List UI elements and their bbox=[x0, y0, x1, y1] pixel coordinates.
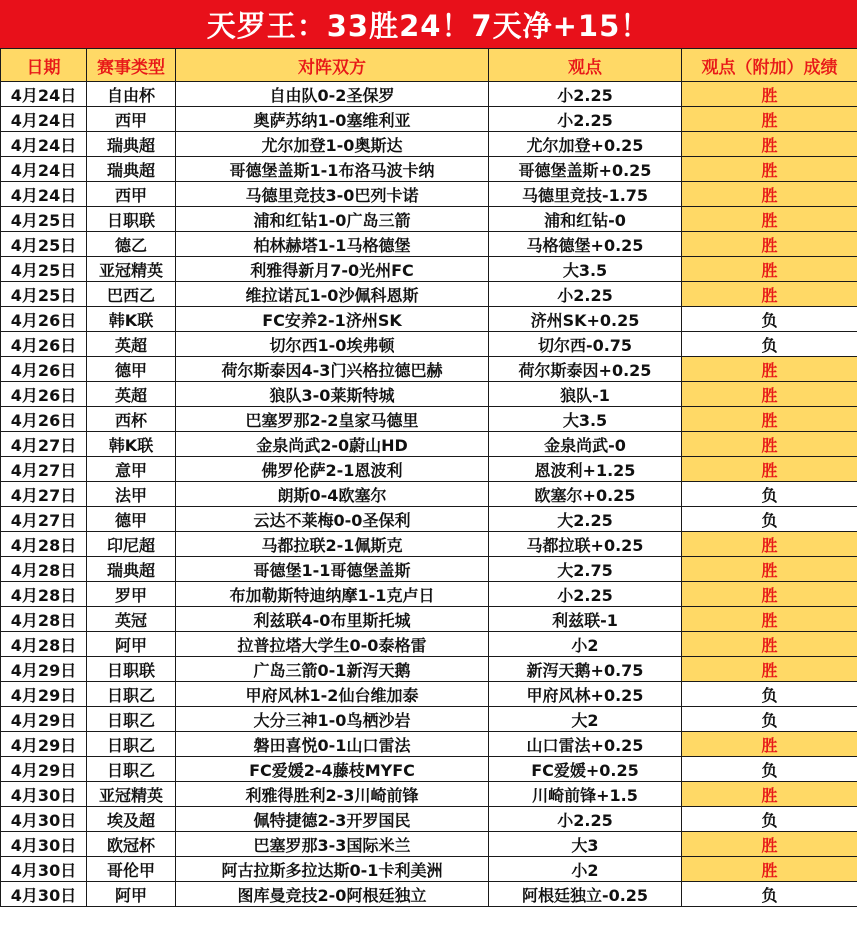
cell-competition: 瑞典超 bbox=[87, 132, 176, 157]
table-row bbox=[1, 857, 857, 882]
cell-match: 阿古拉斯多拉达斯0-1卡利美洲 bbox=[176, 857, 489, 882]
cell-competition: 印尼超 bbox=[87, 532, 176, 557]
cell-pick: 小2.25 bbox=[489, 282, 682, 307]
cell-pick: 恩波利+1.25 bbox=[489, 457, 682, 482]
cell-result: 胜 bbox=[682, 632, 857, 657]
cell-pick: 川崎前锋+1.5 bbox=[489, 782, 682, 807]
cell-result: 负 bbox=[682, 682, 857, 707]
cell-competition: 瑞典超 bbox=[87, 557, 176, 582]
cell-pick: 利兹联-1 bbox=[489, 607, 682, 632]
table-body bbox=[1, 82, 857, 907]
table-row bbox=[1, 257, 857, 282]
cell-match: 利雅得胜利2-3川崎前锋 bbox=[176, 782, 489, 807]
cell-competition: 法甲 bbox=[87, 482, 176, 507]
table-row bbox=[1, 882, 857, 907]
cell-competition: 阿甲 bbox=[87, 882, 176, 907]
cell-date: 4月29日 bbox=[1, 682, 87, 707]
cell-result: 胜 bbox=[682, 257, 857, 282]
cell-match: 磐田喜悦0-1山口雷法 bbox=[176, 732, 489, 757]
cell-pick: 浦和红钻-0 bbox=[489, 207, 682, 232]
cell-competition: 亚冠精英 bbox=[87, 257, 176, 282]
cell-match: 马都拉联2-1佩斯克 bbox=[176, 532, 489, 557]
cell-competition: 日职联 bbox=[87, 657, 176, 682]
cell-competition: 韩K联 bbox=[87, 432, 176, 457]
cell-competition: 日职乙 bbox=[87, 732, 176, 757]
cell-pick: 小2.25 bbox=[489, 107, 682, 132]
cell-result: 胜 bbox=[682, 457, 857, 482]
table-row bbox=[1, 382, 857, 407]
cell-date: 4月24日 bbox=[1, 82, 87, 107]
cell-match: 佩特捷德2-3开罗国民 bbox=[176, 807, 489, 832]
cell-match: 布加勒斯特迪纳摩1-1克卢日 bbox=[176, 582, 489, 607]
cell-competition: 欧冠杯 bbox=[87, 832, 176, 857]
cell-result: 胜 bbox=[682, 232, 857, 257]
cell-result: 胜 bbox=[682, 432, 857, 457]
cell-match: FC安养2-1济州SK bbox=[176, 307, 489, 332]
cell-match: 巴塞罗那2-2皇家马德里 bbox=[176, 407, 489, 432]
cell-competition: 德甲 bbox=[87, 357, 176, 382]
table-row bbox=[1, 357, 857, 382]
table-header-row bbox=[1, 49, 857, 82]
cell-result: 负 bbox=[682, 482, 857, 507]
cell-pick: 狼队-1 bbox=[489, 382, 682, 407]
table-row bbox=[1, 707, 857, 732]
table-row bbox=[1, 482, 857, 507]
cell-match: 广岛三箭0-1新泻天鹅 bbox=[176, 657, 489, 682]
cell-pick: 小2 bbox=[489, 857, 682, 882]
cell-competition: 自由杯 bbox=[87, 82, 176, 107]
cell-pick: 新泻天鹅+0.75 bbox=[489, 657, 682, 682]
cell-date: 4月28日 bbox=[1, 557, 87, 582]
table-row bbox=[1, 782, 857, 807]
cell-competition: 西甲 bbox=[87, 182, 176, 207]
cell-competition: 德甲 bbox=[87, 507, 176, 532]
cell-result: 胜 bbox=[682, 857, 857, 882]
cell-match: 马德里竞技3-0巴列卡诺 bbox=[176, 182, 489, 207]
cell-date: 4月29日 bbox=[1, 757, 87, 782]
cell-match: 金泉尚武2-0蔚山HD bbox=[176, 432, 489, 457]
cell-pick: 济州SK+0.25 bbox=[489, 307, 682, 332]
table-row bbox=[1, 432, 857, 457]
table-row bbox=[1, 82, 857, 107]
cell-date: 4月28日 bbox=[1, 607, 87, 632]
cell-pick: FC爱媛+0.25 bbox=[489, 757, 682, 782]
table-row bbox=[1, 207, 857, 232]
table-row bbox=[1, 532, 857, 557]
cell-result: 负 bbox=[682, 307, 857, 332]
cell-competition: 英超 bbox=[87, 382, 176, 407]
cell-result: 胜 bbox=[682, 782, 857, 807]
cell-competition: 日职乙 bbox=[87, 757, 176, 782]
cell-pick: 尤尔加登+0.25 bbox=[489, 132, 682, 157]
page-title: 天罗王：33胜24！7天净+15！ bbox=[0, 0, 857, 48]
cell-match: 切尔西1-0埃弗顿 bbox=[176, 332, 489, 357]
cell-competition: 巴西乙 bbox=[87, 282, 176, 307]
cell-competition: 埃及超 bbox=[87, 807, 176, 832]
cell-match: 维拉诺瓦1-0沙佩科恩斯 bbox=[176, 282, 489, 307]
cell-competition: 日职联 bbox=[87, 207, 176, 232]
cell-pick: 甲府风林+0.25 bbox=[489, 682, 682, 707]
cell-result: 胜 bbox=[682, 532, 857, 557]
cell-result: 负 bbox=[682, 757, 857, 782]
cell-result: 胜 bbox=[682, 582, 857, 607]
cell-match: 拉普拉塔大学生0-0泰格雷 bbox=[176, 632, 489, 657]
cell-date: 4月27日 bbox=[1, 482, 87, 507]
cell-result: 胜 bbox=[682, 832, 857, 857]
cell-competition: 亚冠精英 bbox=[87, 782, 176, 807]
cell-pick: 金泉尚武-0 bbox=[489, 432, 682, 457]
cell-date: 4月29日 bbox=[1, 657, 87, 682]
cell-date: 4月24日 bbox=[1, 107, 87, 132]
table-row bbox=[1, 407, 857, 432]
table-row bbox=[1, 832, 857, 857]
cell-pick: 小2.25 bbox=[489, 582, 682, 607]
cell-date: 4月26日 bbox=[1, 357, 87, 382]
cell-result: 负 bbox=[682, 332, 857, 357]
table-row bbox=[1, 582, 857, 607]
cell-pick: 大3.5 bbox=[489, 257, 682, 282]
results-table bbox=[0, 48, 857, 907]
cell-date: 4月27日 bbox=[1, 432, 87, 457]
cell-competition: 西甲 bbox=[87, 107, 176, 132]
cell-date: 4月24日 bbox=[1, 132, 87, 157]
cell-result: 胜 bbox=[682, 407, 857, 432]
cell-match: 浦和红钻1-0广岛三箭 bbox=[176, 207, 489, 232]
cell-competition: 罗甲 bbox=[87, 582, 176, 607]
cell-date: 4月30日 bbox=[1, 857, 87, 882]
cell-date: 4月24日 bbox=[1, 182, 87, 207]
cell-match: 甲府风林1-2仙台维加泰 bbox=[176, 682, 489, 707]
cell-result: 胜 bbox=[682, 657, 857, 682]
header-competition: 赛事类型 bbox=[87, 49, 176, 82]
table-row bbox=[1, 682, 857, 707]
cell-pick: 大3 bbox=[489, 832, 682, 857]
cell-result: 胜 bbox=[682, 157, 857, 182]
cell-date: 4月30日 bbox=[1, 832, 87, 857]
cell-result: 胜 bbox=[682, 282, 857, 307]
cell-date: 4月29日 bbox=[1, 732, 87, 757]
cell-pick: 荷尔斯泰因+0.25 bbox=[489, 357, 682, 382]
table-row bbox=[1, 282, 857, 307]
cell-competition: 日职乙 bbox=[87, 707, 176, 732]
table-row bbox=[1, 157, 857, 182]
cell-date: 4月27日 bbox=[1, 507, 87, 532]
cell-pick: 大2.75 bbox=[489, 557, 682, 582]
cell-date: 4月26日 bbox=[1, 307, 87, 332]
table-row bbox=[1, 657, 857, 682]
cell-date: 4月30日 bbox=[1, 882, 87, 907]
cell-pick: 小2.25 bbox=[489, 82, 682, 107]
cell-pick: 欧塞尔+0.25 bbox=[489, 482, 682, 507]
cell-match: 佛罗伦萨2-1恩波利 bbox=[176, 457, 489, 482]
cell-pick: 阿根廷独立-0.25 bbox=[489, 882, 682, 907]
table-row bbox=[1, 557, 857, 582]
cell-date: 4月26日 bbox=[1, 332, 87, 357]
table-row bbox=[1, 632, 857, 657]
cell-result: 胜 bbox=[682, 357, 857, 382]
cell-date: 4月28日 bbox=[1, 532, 87, 557]
cell-competition: 阿甲 bbox=[87, 632, 176, 657]
cell-date: 4月26日 bbox=[1, 382, 87, 407]
cell-result: 负 bbox=[682, 807, 857, 832]
cell-result: 胜 bbox=[682, 182, 857, 207]
cell-competition: 西杯 bbox=[87, 407, 176, 432]
cell-pick: 小2 bbox=[489, 632, 682, 657]
cell-date: 4月24日 bbox=[1, 157, 87, 182]
cell-date: 4月28日 bbox=[1, 582, 87, 607]
cell-match: 荷尔斯泰因4-3门兴格拉德巴赫 bbox=[176, 357, 489, 382]
cell-date: 4月25日 bbox=[1, 232, 87, 257]
cell-date: 4月30日 bbox=[1, 807, 87, 832]
cell-match: 狼队3-0莱斯特城 bbox=[176, 382, 489, 407]
cell-pick: 大2.25 bbox=[489, 507, 682, 532]
table-row bbox=[1, 607, 857, 632]
header-match: 对阵双方 bbox=[176, 49, 489, 82]
cell-pick: 马格德堡+0.25 bbox=[489, 232, 682, 257]
cell-competition: 意甲 bbox=[87, 457, 176, 482]
table-row bbox=[1, 332, 857, 357]
cell-pick: 马德里竞技-1.75 bbox=[489, 182, 682, 207]
cell-match: 哥德堡1-1哥德堡盖斯 bbox=[176, 557, 489, 582]
cell-competition: 英冠 bbox=[87, 607, 176, 632]
cell-date: 4月30日 bbox=[1, 782, 87, 807]
cell-result: 胜 bbox=[682, 557, 857, 582]
cell-date: 4月27日 bbox=[1, 457, 87, 482]
cell-pick: 切尔西-0.75 bbox=[489, 332, 682, 357]
cell-pick: 山口雷法+0.25 bbox=[489, 732, 682, 757]
table-row bbox=[1, 507, 857, 532]
cell-competition: 哥伦甲 bbox=[87, 857, 176, 882]
cell-match: 大分三神1-0鸟栖沙岩 bbox=[176, 707, 489, 732]
cell-pick: 小2.25 bbox=[489, 807, 682, 832]
cell-result: 胜 bbox=[682, 82, 857, 107]
cell-result: 负 bbox=[682, 707, 857, 732]
cell-match: 利兹联4-0布里斯托城 bbox=[176, 607, 489, 632]
cell-match: 云达不莱梅0-0圣保利 bbox=[176, 507, 489, 532]
table-row bbox=[1, 757, 857, 782]
cell-date: 4月25日 bbox=[1, 257, 87, 282]
cell-match: 巴塞罗那3-3国际米兰 bbox=[176, 832, 489, 857]
cell-date: 4月25日 bbox=[1, 207, 87, 232]
cell-match: 哥德堡盖斯1-1布洛马波卡纳 bbox=[176, 157, 489, 182]
cell-match: 尤尔加登1-0奥斯达 bbox=[176, 132, 489, 157]
cell-match: 图库曼竞技2-0阿根廷独立 bbox=[176, 882, 489, 907]
cell-result: 胜 bbox=[682, 207, 857, 232]
cell-result: 胜 bbox=[682, 107, 857, 132]
cell-match: 自由队0-2圣保罗 bbox=[176, 82, 489, 107]
cell-result: 胜 bbox=[682, 732, 857, 757]
table-row bbox=[1, 732, 857, 757]
cell-match: 奥萨苏纳1-0塞维利亚 bbox=[176, 107, 489, 132]
table-row bbox=[1, 132, 857, 157]
cell-competition: 英超 bbox=[87, 332, 176, 357]
cell-date: 4月26日 bbox=[1, 407, 87, 432]
cell-pick: 马都拉联+0.25 bbox=[489, 532, 682, 557]
cell-result: 胜 bbox=[682, 382, 857, 407]
table-row bbox=[1, 457, 857, 482]
cell-date: 4月28日 bbox=[1, 632, 87, 657]
header-date: 日期 bbox=[1, 49, 87, 82]
cell-result: 负 bbox=[682, 507, 857, 532]
cell-match: FC爱媛2-4藤枝MYFC bbox=[176, 757, 489, 782]
cell-pick: 大3.5 bbox=[489, 407, 682, 432]
cell-pick: 大2 bbox=[489, 707, 682, 732]
table-row bbox=[1, 807, 857, 832]
table-row bbox=[1, 182, 857, 207]
cell-competition: 德乙 bbox=[87, 232, 176, 257]
cell-result: 胜 bbox=[682, 132, 857, 157]
cell-result: 负 bbox=[682, 882, 857, 907]
cell-competition: 韩K联 bbox=[87, 307, 176, 332]
cell-date: 4月29日 bbox=[1, 707, 87, 732]
table-row bbox=[1, 307, 857, 332]
cell-pick: 哥德堡盖斯+0.25 bbox=[489, 157, 682, 182]
cell-match: 朗斯0-4欧塞尔 bbox=[176, 482, 489, 507]
cell-date: 4月25日 bbox=[1, 282, 87, 307]
header-pick: 观点 bbox=[489, 49, 682, 82]
cell-result: 胜 bbox=[682, 607, 857, 632]
table-row bbox=[1, 107, 857, 132]
table-row bbox=[1, 232, 857, 257]
header-result: 观点（附加）成绩 bbox=[682, 49, 857, 82]
cell-competition: 瑞典超 bbox=[87, 157, 176, 182]
cell-match: 利雅得新月7-0光州FC bbox=[176, 257, 489, 282]
cell-match: 柏林赫塔1-1马格德堡 bbox=[176, 232, 489, 257]
cell-competition: 日职乙 bbox=[87, 682, 176, 707]
